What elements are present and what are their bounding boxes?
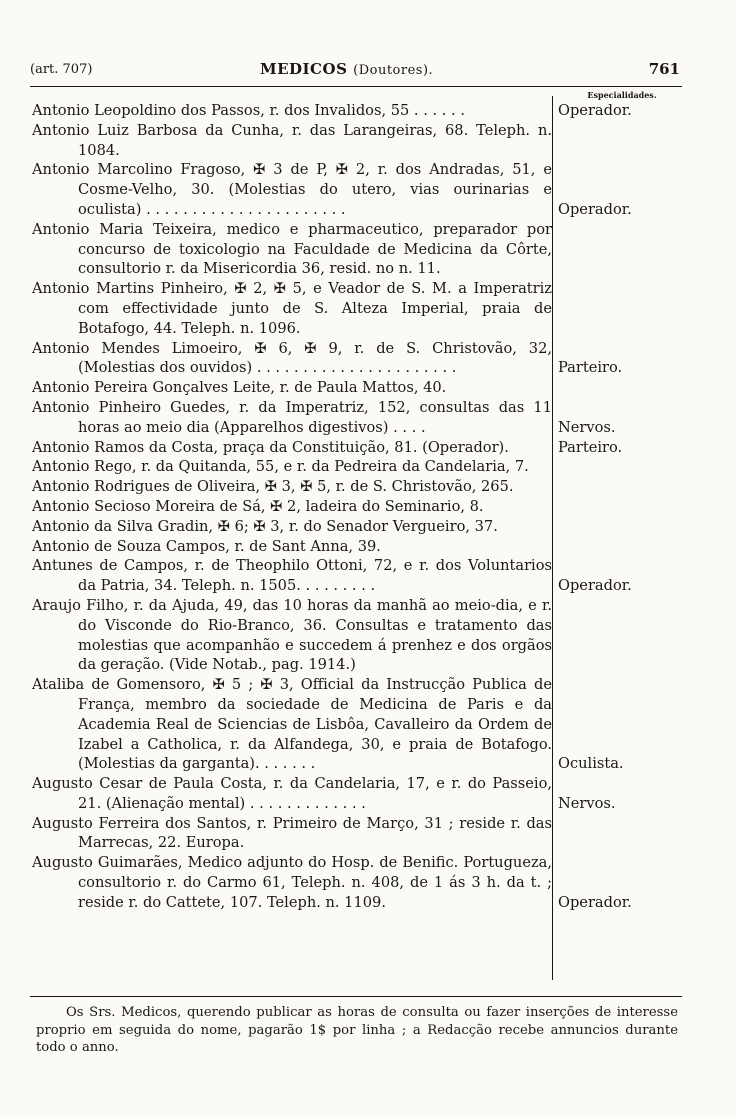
entry-text: Augusto Ferreira dos Santos, r. Primeiro de Março, 31 ; reside r. das Marrecas, 22. Europa. xyxy=(32,814,552,852)
entry-text: Antonio Pinheiro Guedes, r. da Imperatriz, 152, consultas das 11 horas ao meio dia (Apparelhos digestivos) . . . . xyxy=(32,398,552,436)
title-main: MEDICOS xyxy=(260,60,348,78)
footnote-rule xyxy=(30,996,682,997)
directory-entry xyxy=(32,121,552,161)
entry-text: Antonio Secioso Moreira de Sá, ✠ 2, ladeira do Seminario, 8. xyxy=(32,497,484,515)
entry-text: Antonio Rodrigues de Oliveira, ✠ 3, ✠ 5, r. de S. Christovão, 265. xyxy=(32,478,514,496)
directory-entry xyxy=(32,378,552,398)
entry-text: Araujo Filho, r. da Ajuda, 49, das 10 horas da manhã ao meio-dia, e r. do Visconde do Rio-Branco, 36. Consultas e tratamento das molestias que acompanhão e succedem á prenhez e dos orgãos da geração. (Vide Notab., pag. 1914.) xyxy=(32,596,552,674)
entry-text: Antonio Ramos da Costa, praça da Constituição, 81. (Operador). xyxy=(32,438,509,456)
entry-specialty: Operador. xyxy=(558,893,632,911)
entry-specialty: Nervos. xyxy=(558,794,616,812)
page-title xyxy=(260,60,433,78)
entry-specialty: Operador. xyxy=(558,200,632,218)
directory-entry xyxy=(32,101,632,121)
entry-specialty: Parteiro. xyxy=(558,359,623,377)
entry-text: Antonio Maria Teixeira, medico e pharmaceutico, preparador por concurso de toxicologio na Faculdade de Medicina da Côrte, consultorio r. da Misericordia 36, resid. no n. 11. xyxy=(32,220,552,278)
entry-text: Antonio Leopoldino dos Passos, r. dos Invalidos, 55 . . . . . . xyxy=(32,102,465,119)
entry-specialty: Oculista. xyxy=(558,755,624,773)
entry-specialty: Nervos. xyxy=(558,418,616,436)
page-header xyxy=(30,58,680,82)
title-subtitle: (Doutores). xyxy=(353,63,434,78)
directory-entry xyxy=(32,814,552,854)
column-divider xyxy=(552,96,553,980)
entry-specialty: Parteiro. xyxy=(558,438,623,456)
entry-text: Antonio Luiz Barbosa da Cunha, r. das Larangeiras, 68. Teleph. n. 1084. xyxy=(32,121,552,159)
directory-entry xyxy=(32,774,616,814)
entry-text: Antunes de Campos, r. de Theophilo Ottoni, 72, e r. dos Voluntarios da Patria, 34. Teleph. n. 1505. . . . . . . . . xyxy=(32,557,552,595)
directory-entry xyxy=(32,675,624,774)
entry-text: Antonio Martins Pinheiro, ✠ 2, ✠ 5, e Veador de S. M. a Imperatriz com effectividade junto de S. Alteza Imperial, praia de Botafogo, 44. Teleph. n. 1096. xyxy=(32,280,552,337)
directory-entry xyxy=(32,339,623,379)
directory-entry xyxy=(32,398,616,438)
directory-entry xyxy=(32,220,552,279)
directory-entry xyxy=(32,517,552,537)
directory-entry xyxy=(32,497,552,517)
entry-text: Augusto Cesar de Paula Costa, r. da Candelaria, 17, e r. do Passeio, 21. (Alienação mental) . . . . . . . . . . . . . xyxy=(32,775,552,812)
entries-list xyxy=(32,101,632,913)
entry-text: Antonio Mendes Limoeiro, ✠ 6, ✠ 9, r. de S. Christovão, 32, (Molestias dos ouvidos) . . . . . . . . . . . . . . . . . . . . . . xyxy=(32,339,552,377)
entry-specialty: Operador. xyxy=(558,577,632,595)
directory-entry xyxy=(32,596,552,675)
entry-text: Antonio da Silva Gradin, ✠ 6; ✠ 3, r. do Senador Vergueiro, 37. xyxy=(32,517,498,535)
entry-text: Antonio Marcolino Fragoso, ✠ 3 de P, ✠ 2, r. dos Andradas, 51, e Cosme-Velho, 30. (Molestias do utero, vias ourinarias e oculista) . . . . . . . . . . . . . . . . . . . . . . xyxy=(32,161,552,218)
directory-entry xyxy=(32,537,552,557)
entry-text: Ataliba de Gomensoro, ✠ 5 ; ✠ 3, Official da Instrucção Publica de França, membro da sociedade de Medicina de Paris e da Academia Real de Sciencias de Lisbôa, Cavalleiro da Ordem de Izabel a Catholica, r. da Alfandega, 30, e praia de Botafogo. (Molestias da garganta). . . . . . . xyxy=(32,676,552,773)
directory-entry xyxy=(32,457,552,477)
directory-entry xyxy=(32,279,552,338)
entry-text: Antonio de Souza Campos, r. de Sant Anna, 39. xyxy=(32,537,381,555)
entry-specialty: Operador. xyxy=(558,102,632,119)
page-number: 761 xyxy=(648,60,680,78)
directory-entry xyxy=(32,477,552,497)
entry-text: Antonio Rego, r. da Quitanda, 55, e r. da Pedreira da Candelaria, 7. xyxy=(32,458,529,476)
article-reference: (art. 707) xyxy=(30,62,93,77)
specialty-column-header: Especialidades. xyxy=(587,90,657,100)
footnote: Os Srs. Medicos, querendo publicar as horas de consulta ou fazer inserções de interesse proprio em seguida do nome, pagarão 1$ por linha ; a Redacção recebe annuncios durante todo o anno. xyxy=(36,1005,678,1055)
directory-entry xyxy=(32,853,632,912)
entry-text: Antonio Pereira Gonçalves Leite, r. de Paula Mattos, 40. xyxy=(32,379,447,397)
header-rule xyxy=(30,86,682,87)
directory-entry xyxy=(32,160,632,219)
directory-entry xyxy=(32,556,632,596)
directory-entry xyxy=(32,438,623,458)
entry-text: Augusto Guimarães, Medico adjunto do Hosp. de Benific. Portugueza, consultorio r. do Carmo 61, Teleph. n. 408, de 1 ás 3 h. da t. ; reside r. do Cattete, 107. Teleph. n. 1109. xyxy=(32,854,552,911)
